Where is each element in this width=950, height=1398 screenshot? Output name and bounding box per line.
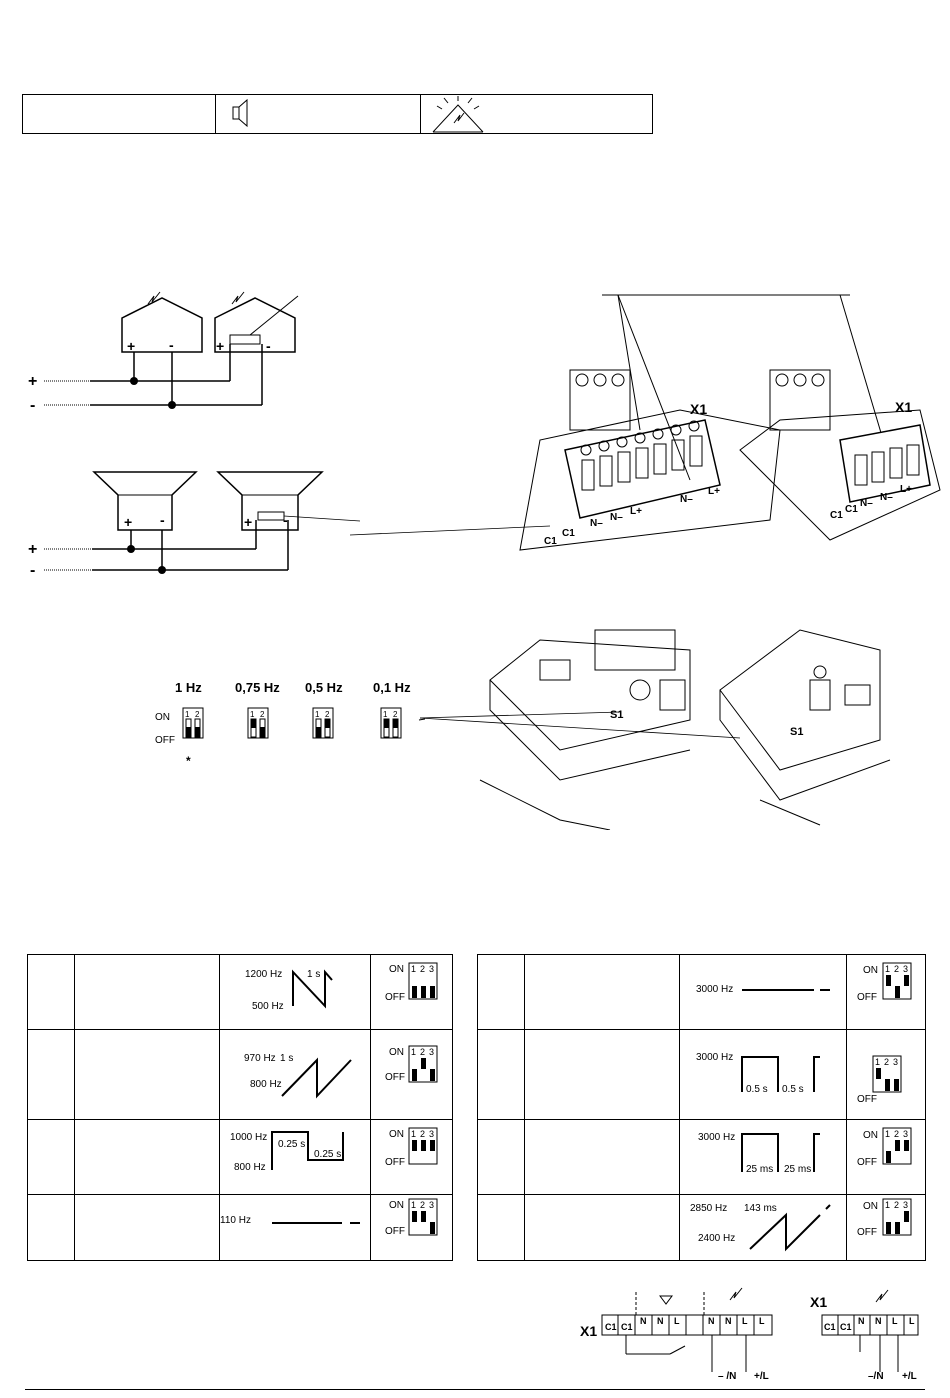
svg-text:ON: ON xyxy=(863,1201,878,1212)
svg-text:+/L: +/L xyxy=(754,1371,769,1382)
svg-text:1200 Hz: 1200 Hz xyxy=(245,969,283,980)
table-row xyxy=(28,1195,453,1261)
svg-text:2: 2 xyxy=(195,710,200,719)
table-row xyxy=(478,955,926,1030)
svg-text:1: 1 xyxy=(383,710,388,719)
tone-table-left xyxy=(27,954,453,1261)
s1-label-2: S1 xyxy=(790,726,804,738)
header-cell-2 xyxy=(215,95,421,133)
svg-text:0.5 s: 0.5 s xyxy=(746,1084,768,1095)
svg-text:1: 1 xyxy=(411,1047,417,1057)
svg-text:+: + xyxy=(124,514,133,530)
svg-text:1: 1 xyxy=(885,964,891,974)
svg-text:0.5 s: 0.5 s xyxy=(782,1084,804,1095)
svg-text:ON: ON xyxy=(389,1129,404,1140)
svg-text:X1: X1 xyxy=(580,1323,598,1339)
svg-text:-: - xyxy=(283,512,288,528)
svg-text:800 Hz: 800 Hz xyxy=(234,1162,266,1173)
tone-table-right xyxy=(477,954,926,1261)
svg-text:L: L xyxy=(909,1316,915,1326)
svg-text:-: - xyxy=(30,562,36,579)
tone-graph xyxy=(220,1195,370,1255)
svg-text:3000 Hz: 3000 Hz xyxy=(696,984,734,995)
svg-text:1: 1 xyxy=(885,1200,891,1210)
dip-switch xyxy=(371,1120,452,1189)
svg-text:1: 1 xyxy=(875,1057,881,1067)
svg-text:C1: C1 xyxy=(845,504,858,515)
dip-switch xyxy=(847,1195,925,1255)
svg-text:N–: N– xyxy=(860,498,873,509)
svg-text:X1: X1 xyxy=(810,1294,828,1310)
svg-text:OFF: OFF xyxy=(857,1094,877,1105)
svg-text:N–: N– xyxy=(680,494,693,505)
svg-text:1: 1 xyxy=(885,1129,891,1139)
x1-label-2: X1 xyxy=(895,399,913,415)
svg-text:+/L: +/L xyxy=(902,1371,917,1382)
dip-switch xyxy=(371,955,452,1024)
svg-text:1 s: 1 s xyxy=(280,1053,294,1064)
svg-text:1000 Hz: 1000 Hz xyxy=(230,1132,268,1143)
svg-text:-: - xyxy=(169,337,174,353)
svg-text:ON: ON xyxy=(389,1200,404,1211)
svg-text:3: 3 xyxy=(429,964,435,974)
dip-switch xyxy=(371,1195,452,1255)
svg-text:L+: L+ xyxy=(630,506,642,517)
plus-terminal: + xyxy=(28,373,38,390)
svg-text:1: 1 xyxy=(315,710,320,719)
svg-text:*: * xyxy=(186,754,191,768)
svg-text:C1: C1 xyxy=(840,1322,852,1332)
svg-text:3000 Hz: 3000 Hz xyxy=(696,1052,734,1063)
svg-text:ON: ON xyxy=(863,965,878,976)
svg-text:3: 3 xyxy=(893,1057,899,1067)
svg-text:N: N xyxy=(875,1316,882,1326)
svg-text:2400 Hz: 2400 Hz xyxy=(698,1233,736,1244)
svg-text:C1: C1 xyxy=(544,536,557,547)
dip-01hz xyxy=(373,680,411,738)
svg-text:-: - xyxy=(266,338,271,354)
dip-1hz xyxy=(175,680,203,768)
speaker-icon xyxy=(229,95,259,133)
svg-text:1 Hz: 1 Hz xyxy=(175,680,202,695)
svg-text:970 Hz: 970 Hz xyxy=(244,1053,276,1064)
svg-text:1: 1 xyxy=(411,964,417,974)
table-row xyxy=(478,1195,926,1261)
svg-text:L: L xyxy=(759,1316,765,1326)
svg-text:3: 3 xyxy=(429,1129,435,1139)
on-label: ON xyxy=(155,712,170,723)
pcb-illustration xyxy=(420,600,920,830)
svg-text:800 Hz: 800 Hz xyxy=(250,1079,282,1090)
svg-text:C1: C1 xyxy=(824,1322,836,1332)
tone-graph xyxy=(680,955,846,1024)
svg-text:25 ms: 25 ms xyxy=(746,1164,774,1175)
dip-switch xyxy=(847,955,925,1024)
x1-label-1: X1 xyxy=(690,401,708,417)
svg-text:OFF: OFF xyxy=(857,1157,877,1168)
svg-text:L: L xyxy=(742,1316,748,1326)
svg-text:+: + xyxy=(216,338,225,354)
bottom-terminal-diagram xyxy=(570,1282,950,1392)
svg-text:C1: C1 xyxy=(605,1322,617,1332)
svg-text:2: 2 xyxy=(260,710,265,719)
tone-graph xyxy=(220,1120,370,1189)
svg-text:ON: ON xyxy=(863,1130,878,1141)
svg-text:N–: N– xyxy=(590,518,603,529)
svg-text:0,1 Hz: 0,1 Hz xyxy=(373,680,411,695)
svg-text:+: + xyxy=(127,338,136,354)
sounder-wiring-diagram xyxy=(20,465,360,585)
table-row xyxy=(478,1120,926,1195)
header-cell-3 xyxy=(420,95,652,133)
table-row xyxy=(28,1030,453,1120)
svg-text:1 s: 1 s xyxy=(307,969,321,980)
svg-text:OFF: OFF xyxy=(385,1157,405,1168)
header-box xyxy=(22,94,653,134)
footer-rule xyxy=(25,1389,925,1390)
svg-text:+: + xyxy=(28,541,38,558)
beacon-wiring-diagram xyxy=(20,280,320,420)
svg-text:N: N xyxy=(725,1316,732,1326)
svg-text:2850 Hz: 2850 Hz xyxy=(690,1203,728,1214)
s1-label-1: S1 xyxy=(610,709,624,721)
svg-text:2: 2 xyxy=(420,1129,426,1139)
svg-text:2: 2 xyxy=(420,1200,426,1210)
table-row xyxy=(28,955,453,1030)
svg-text:OFF: OFF xyxy=(385,1072,405,1083)
tone-graph xyxy=(680,1030,846,1114)
svg-text:0,75 Hz: 0,75 Hz xyxy=(235,680,280,695)
off-label: OFF xyxy=(155,735,175,746)
svg-text:3: 3 xyxy=(429,1200,435,1210)
svg-text:0.25 s: 0.25 s xyxy=(314,1149,342,1160)
tone-graph xyxy=(680,1120,846,1189)
tone-graph xyxy=(220,955,370,1024)
svg-text:– /N: – /N xyxy=(718,1371,737,1382)
svg-text:C1: C1 xyxy=(562,528,575,539)
svg-text:OFF: OFF xyxy=(857,1227,877,1238)
svg-text:N: N xyxy=(640,1316,647,1326)
svg-text:3: 3 xyxy=(903,964,909,974)
svg-text:2: 2 xyxy=(894,1200,900,1210)
svg-text:2: 2 xyxy=(420,1047,426,1057)
svg-text:OFF: OFF xyxy=(857,992,877,1003)
svg-text:L+: L+ xyxy=(708,486,720,497)
tone-graph xyxy=(680,1195,846,1255)
header-cell-1 xyxy=(23,95,216,133)
svg-text:2: 2 xyxy=(420,964,426,974)
dip-switch xyxy=(847,1120,925,1189)
svg-text:0.25 s: 0.25 s xyxy=(278,1139,306,1150)
svg-text:OFF: OFF xyxy=(385,1226,405,1237)
svg-text:N: N xyxy=(708,1316,715,1326)
svg-text:+: + xyxy=(244,514,253,530)
minus-terminal: - xyxy=(30,397,36,414)
svg-text:1: 1 xyxy=(250,710,255,719)
dip-05hz xyxy=(305,680,343,738)
svg-text:3: 3 xyxy=(429,1047,435,1057)
svg-text:2: 2 xyxy=(894,1129,900,1139)
svg-text:N–: N– xyxy=(880,492,893,503)
terminal-block-illustration xyxy=(350,280,950,560)
svg-text:3: 3 xyxy=(903,1200,909,1210)
svg-text:2: 2 xyxy=(325,710,330,719)
svg-text:L+: L+ xyxy=(900,484,912,495)
svg-text:2: 2 xyxy=(884,1057,890,1067)
svg-text:1: 1 xyxy=(411,1200,417,1210)
svg-text:L: L xyxy=(892,1316,898,1326)
svg-text:C1: C1 xyxy=(621,1322,633,1332)
svg-text:2: 2 xyxy=(393,710,398,719)
svg-text:3: 3 xyxy=(903,1129,909,1139)
table-row xyxy=(28,1120,453,1195)
svg-text:C1: C1 xyxy=(830,510,843,521)
tone-graph xyxy=(220,1030,370,1114)
svg-text:N–: N– xyxy=(610,512,623,523)
svg-text:25 ms: 25 ms xyxy=(784,1164,812,1175)
svg-text:OFF: OFF xyxy=(385,992,405,1003)
svg-text:-: - xyxy=(160,512,165,528)
svg-text:ON: ON xyxy=(389,1047,404,1058)
dip-075hz xyxy=(235,680,280,738)
svg-text:143 ms: 143 ms xyxy=(744,1203,777,1214)
svg-text:N: N xyxy=(858,1316,865,1326)
svg-text:1: 1 xyxy=(411,1129,417,1139)
frequency-dip-settings xyxy=(155,675,425,785)
svg-text:0,5 Hz: 0,5 Hz xyxy=(305,680,343,695)
svg-text:2: 2 xyxy=(894,964,900,974)
dip-switch xyxy=(847,1030,925,1114)
svg-text:ON: ON xyxy=(389,964,404,975)
svg-text:N: N xyxy=(657,1316,664,1326)
svg-text:L: L xyxy=(674,1316,680,1326)
svg-text:–/N: –/N xyxy=(868,1371,884,1382)
svg-text:1: 1 xyxy=(185,710,190,719)
table-row xyxy=(478,1030,926,1120)
svg-text:110 Hz: 110 Hz xyxy=(220,1215,251,1226)
svg-text:500 Hz: 500 Hz xyxy=(252,1001,284,1012)
flashing-light-icon xyxy=(428,95,498,133)
svg-text:3000 Hz: 3000 Hz xyxy=(698,1132,736,1143)
dip-switch xyxy=(371,1030,452,1114)
